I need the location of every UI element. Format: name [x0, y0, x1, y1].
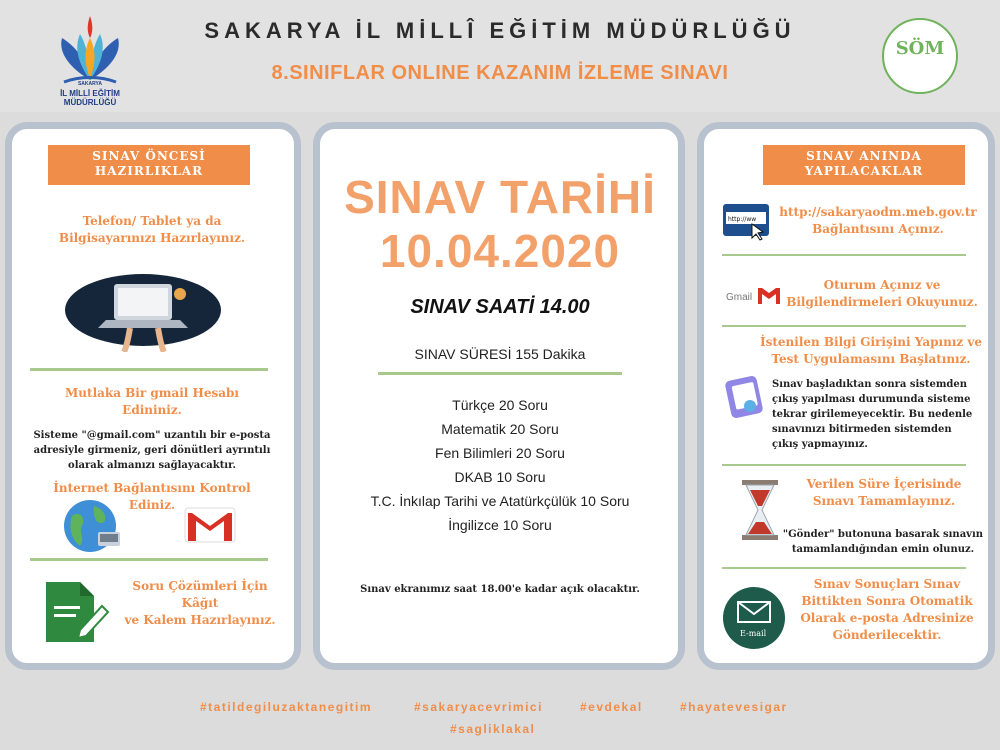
- right-step4-text: "Gönder" butonuna basarak sınavın tamamlandığından emin olunuz.: [782, 529, 984, 555]
- open-note: Sınav ekranımız saat 18.00'e kadar açık olacaktır.: [360, 584, 640, 595]
- divider: [30, 558, 268, 561]
- right-step2: Oturum Açınız ve Bilgilendirmeleri Okuyunuz.: [786, 278, 978, 309]
- divider: [722, 325, 966, 327]
- exam-date-title: SINAV TARİHİ 10.04.2020: [344, 171, 656, 277]
- left-item2-text: Sisteme "@gmail.com" uzantılı bir e-posta adresiyle girmeniz, geri dönütleri ayrıntılı olarak almanızı sağlayacaktır.: [33, 430, 271, 471]
- url-browser-icon: [722, 200, 770, 242]
- paper-pencil-icon: [40, 572, 114, 646]
- subject-item: Matematik 20 Soru: [441, 421, 559, 437]
- test-app-icon: [720, 374, 770, 420]
- page-title: SAKARYA İL MİLLÎ EĞİTİM MÜDÜRLÜĞÜ: [204, 18, 796, 43]
- hashtag: #hayatevesigar: [680, 700, 788, 714]
- subject-item: Türkçe 20 Soru: [452, 397, 548, 413]
- hashtag: #tatildegiluzaktanegitim: [200, 700, 373, 714]
- gmail-logo-icon: [726, 284, 782, 308]
- gmail-logo-text: Gmail: [726, 292, 753, 303]
- hashtag: #sakaryacevrimici: [414, 700, 543, 714]
- logo-caption: SAKARYA İL MİLLİ EĞİTİM MÜDÜRLÜĞÜ: [60, 81, 120, 107]
- hashtag: #sagliklakal: [450, 722, 536, 736]
- right-step3-text: Sınav başladıktan sonra sistemden çıkış yapılması durumunda sisteme tekrar girilemeyecektir. Bu nedenle sınavınızı bitirmeden sistemden çıkış yapmayınız.: [772, 379, 973, 450]
- footer: [0, 686, 1000, 750]
- divider: [30, 368, 268, 371]
- left-heading: SINAV ÖNCESİ HAZIRLIKLAR: [48, 145, 250, 185]
- globe-network-icon: [62, 498, 124, 554]
- subject-item: DKAB 10 Soru: [454, 469, 546, 485]
- subject-item: T.C. İnkılap Tarihi ve Atatürkçülük 10 Soru: [370, 493, 630, 509]
- left-item3-title: İnternet Bağlantısını Kontrol Ediniz.: [53, 481, 251, 512]
- right-step1: http://sakaryaodm.meb.gov.tr Bağlantısını Açınız.: [779, 205, 977, 236]
- hourglass-icon: [738, 478, 782, 542]
- hashtag: #evdekal: [580, 700, 643, 714]
- laptop-illustration-icon: [62, 262, 224, 352]
- subject-item: Fen Bilimleri 20 Soru: [435, 445, 565, 461]
- left-item4-title: Soru Çözümleri İçin Kâğıt ve Kalem Hazırlayınız.: [124, 579, 276, 627]
- odm-logo-text: SÖM: [895, 38, 945, 59]
- page-subtitle: 8.SINIFLAR ONLINE KAZANIM İZLEME SINAVI: [271, 62, 729, 84]
- exam-time: SINAV SAATİ 14.00: [410, 296, 590, 318]
- email-icon: [722, 586, 786, 650]
- header: [0, 0, 1000, 112]
- divider: [722, 567, 966, 569]
- divider: [722, 254, 966, 256]
- right-step3-title: İstenilen Bilgi Girişini Yapınız ve Test Uygulamasını Başlatınız.: [759, 335, 983, 366]
- right-heading: SINAV ANINDA YAPILACAKLAR: [763, 145, 965, 185]
- gmail-icon: [184, 507, 236, 543]
- exam-duration: SINAV SÜRESİ 155 Dakika: [414, 346, 586, 362]
- right-step4-title: Verilen Süre İçerisinde Sınavı Tamamlayınız.: [806, 477, 962, 508]
- url-icon-text: http://ww: [728, 216, 757, 223]
- left-item2-title: Mutlaka Bir gmail Hesabı Edininiz.: [65, 386, 239, 417]
- divider: [722, 464, 966, 466]
- email-icon-label: E-mail: [740, 629, 767, 638]
- divider: [378, 372, 622, 375]
- right-step5: Sınav Sonuçları Sınav Bittikten Sonra Otomatik Olarak e-posta Adresinize Gönderilecektir.: [800, 577, 974, 642]
- subject-item: İngilizce 10 Soru: [448, 517, 552, 533]
- left-item1-title: Telefon/ Tablet ya da Bilgisayarınızı Hazırlayınız.: [58, 214, 246, 245]
